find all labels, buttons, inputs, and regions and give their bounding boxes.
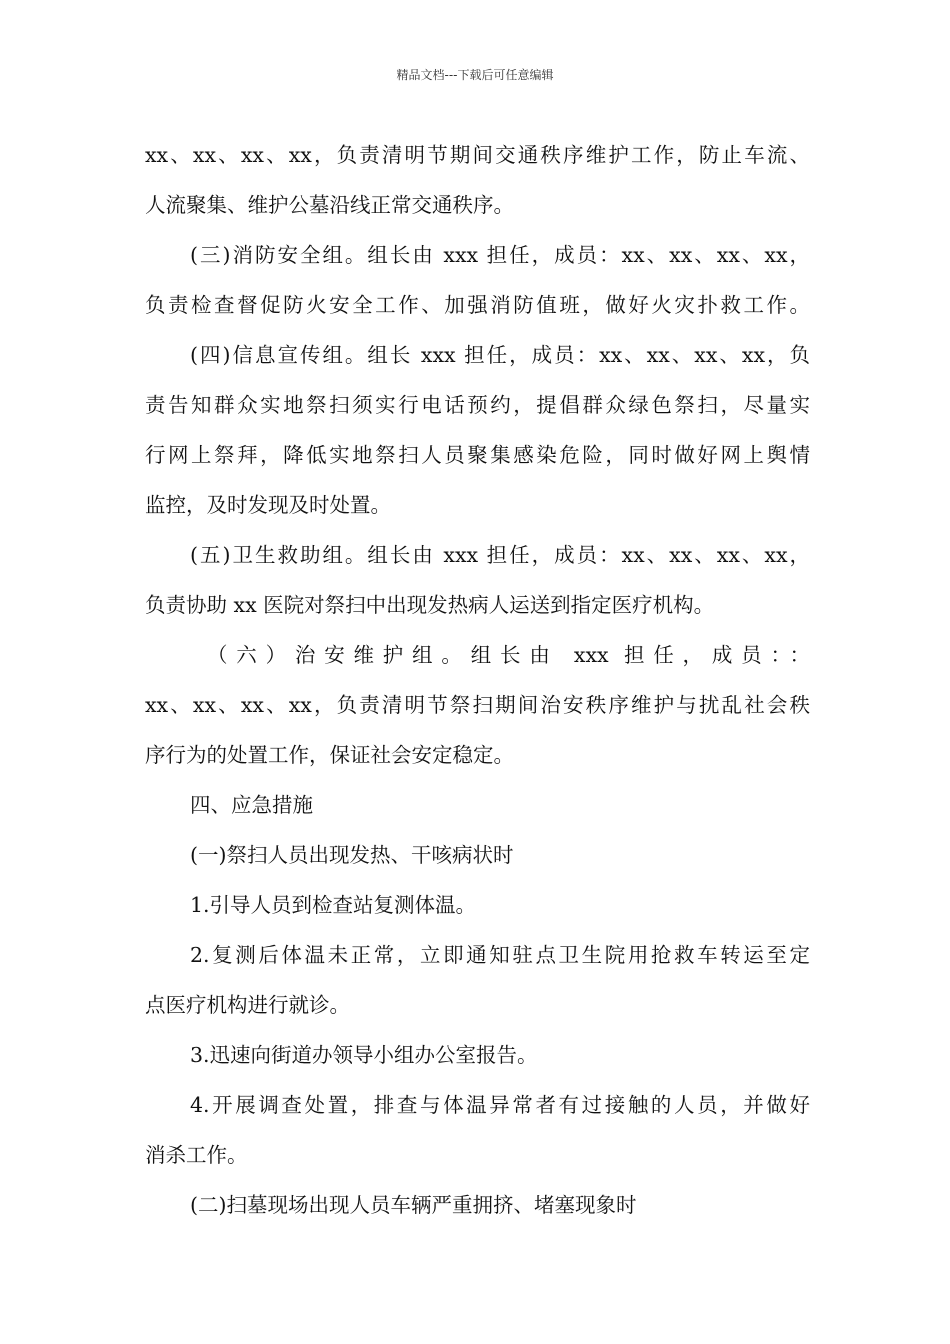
body-line: xx、xx、xx、xx，负责清明节祭扫期间治安秩序维护与扰乱社会秩: [145, 693, 810, 717]
list-item: 4.开展调查处置，排查与体温异常者有过接触的人员，并做好: [190, 1093, 810, 1117]
body-line: xx、xx、xx、xx，负责清明节期间交通秩序维护工作，防止车流、: [145, 143, 810, 167]
subsection-heading: (一)祭扫人员出现发热、干咳病状时: [190, 843, 514, 867]
body-line: 责告知群众实地祭扫须实行电话预约，提倡群众绿色祭扫，尽量实: [145, 393, 810, 417]
body-line: 负责协助 xx 医院对祭扫中出现发热病人运送到指定医疗机构。: [145, 593, 715, 617]
body-line: (五)卫生救助组。组长由 xxx 担任，成员：xx、xx、xx、xx，: [190, 543, 810, 567]
body-line: 负责检查督促防火安全工作、加强消防值班，做好火灾扑救工作。: [145, 293, 810, 317]
list-item: 2.复测后体温未正常，立即通知驻点卫生院用抢救车转运至定: [190, 943, 810, 967]
list-item: 1.引导人员到检查站复测体温。: [190, 893, 477, 917]
body-line: 人流聚集、维护公墓沿线正常交通秩序。: [145, 193, 514, 217]
body-line: 序行为的处置工作，保证社会安定稳定。: [145, 743, 514, 767]
body-line: 监控，及时发现及时处置。: [145, 493, 391, 517]
body-line: （六）治安维护组。组长由 xxx 担任，成员：：: [207, 643, 810, 667]
body-line: (三)消防安全组。组长由 xxx 担任，成员：xx、xx、xx、xx，: [190, 243, 810, 267]
body-line: 消杀工作。: [145, 1143, 248, 1167]
body-line: 行网上祭拜，降低实地祭扫人员聚集感染危险，同时做好网上舆情: [145, 443, 810, 467]
list-item: 3.迅速向街道办领导小组办公室报告。: [190, 1043, 538, 1067]
body-line: 点医疗机构进行就诊。: [145, 993, 350, 1017]
subsection-heading: (二)扫墓现场出现人员车辆严重拥挤、堵塞现象时: [190, 1193, 637, 1217]
page-header: 精品文档---下载后可任意编辑: [396, 68, 554, 82]
section-heading: 四、应急措施: [190, 793, 313, 817]
body-line: (四)信息宣传组。组长 xxx 担任，成员：xx、xx、xx、xx，负: [190, 343, 810, 367]
document-body: [145, 130, 810, 1230]
